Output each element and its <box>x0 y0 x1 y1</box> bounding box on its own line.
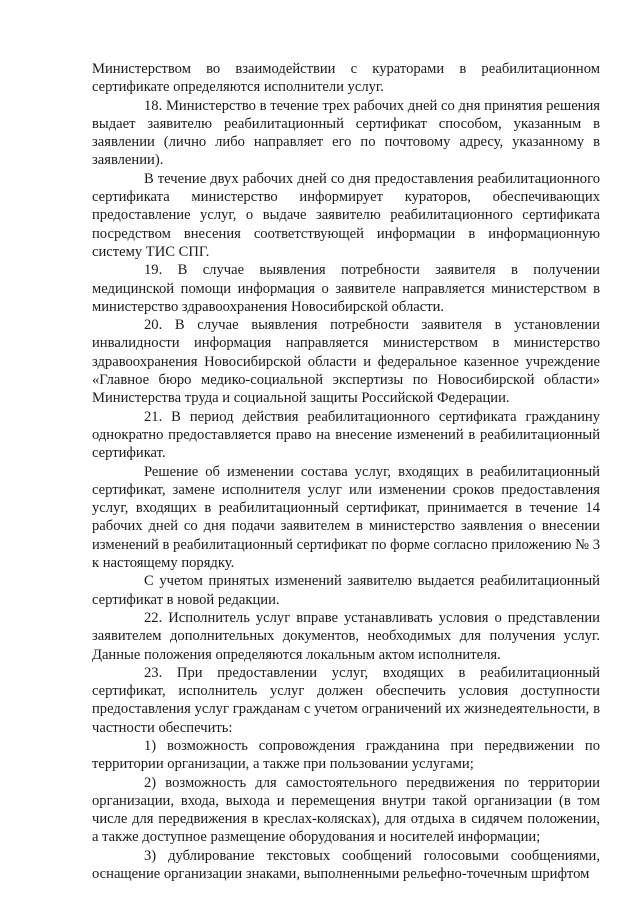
document-body <box>92 60 600 883</box>
paragraph-18: 18. Министерство в течение трех рабочих дней со дня принятия решения выдает заявителю реабилитационный сертификат способом, указанным в заявлении (лично либо направляет его по почтовому адресу, указанному в заявлении). <box>92 97 600 169</box>
paragraph-19: 19. В случае выявления потребности заявителя в получении медицинской помощи информация о заявителе направляется министерством в министерство здравоохранения Новосибирской области. <box>92 262 600 315</box>
paragraph-20: 20. В случае выявления потребности заявителя в установлении инвалидности информация направляется министерством в министерство здравоохранения Новосибирской области и федеральное казенное учреждение «Главное бюро медико-социальной экспертизы по Новосибирской области» Министерства труда и социальной защиты Российской Федерации. <box>92 317 600 407</box>
paragraph-23-item-2: 2) возможность для самостоятельного передвижения по территории организации, входа, выхода и перемещения внутри такой организации (в том числе для передвижения в креслах-колясках), для отдыха в сидячем положении, а также доступное размещение оборудования и носителей информации; <box>92 774 600 846</box>
paragraph-21-new-edition: С учетом принятых изменений заявителю выдается реабилитационный сертификат в новой редакции. <box>92 573 600 608</box>
paragraph-21: 21. В период действия реабилитационного сертификата гражданину однократно предоставляется право на внесение изменений в реабилитационный сертификат. <box>92 408 600 462</box>
paragraph-21-decision: Решение об изменении состава услуг, входящих в реабилитационный сертификат, замене исполнителя услуг или изменении сроков предоставления услуг, входящих в реабилитационный сертификат, принимается в течение 14 рабочих дней со дня подачи заявителем в министерство заявления о внесении изменений в реабилитационный сертификат по форме согласно приложению № 3 к настоящему порядку. <box>92 463 600 572</box>
paragraph-22: 22. Исполнитель услуг вправе устанавливать условия о представлении заявителем дополнительных документов, необходимых для получения услуг. Данные положения определяются локальным актом исполнителя. <box>92 609 600 663</box>
paragraph-18-notification: В течение двух рабочих дней со дня предоставления реабилитационного сертификата министерство информирует кураторов, обеспечивающих предоставление услуг, о выдаче заявителю реабилитационного сертификата посредством внесения соответствующей информации в информационную систему ТИС СПГ. <box>92 170 600 260</box>
paragraph-continuation: Министерством во взаимодействии с кураторами в реабилитационном сертификате определяются исполнители услуг. <box>92 61 600 96</box>
paragraph-23: 23. При предоставлении услуг, входящих в реабилитационный сертификат, исполнитель услуг должен обеспечить условия доступности предоставления услуг гражданам с учетом ограничений их жизнедеятельности, в частности обеспечить: <box>92 664 600 736</box>
paragraph-23-item-3: 3) дублирование текстовых сообщений голосовыми сообщениями, оснащение организации знаками, выполненными рельефно-точечным шрифтом <box>92 847 600 883</box>
paragraph-23-item-1: 1) возможность сопровождения гражданина при передвижении по территории организации, а также при пользовании услугами; <box>92 737 600 773</box>
